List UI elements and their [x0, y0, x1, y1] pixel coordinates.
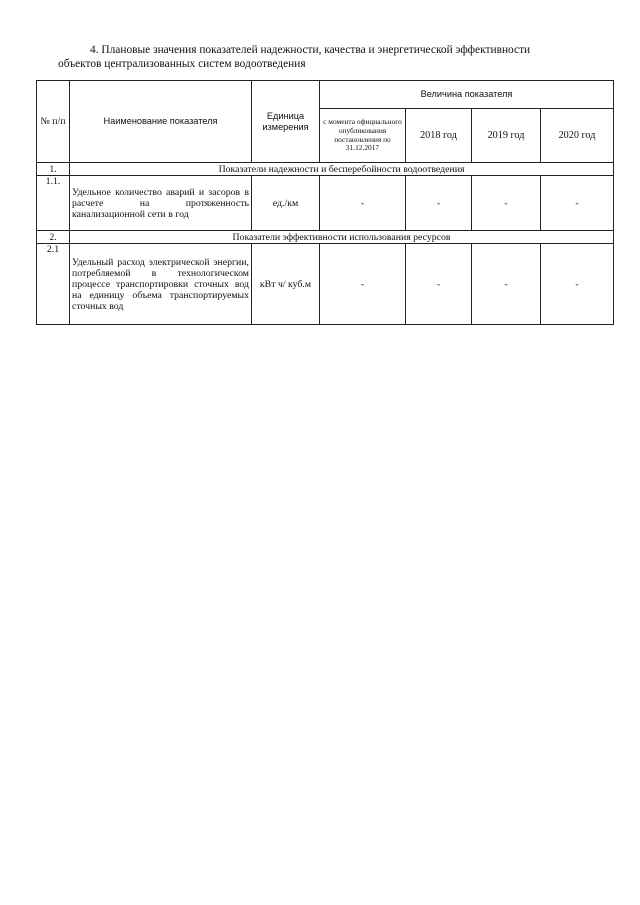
row-value-2018: - — [406, 176, 472, 231]
section-title: Показатели эффективности использования ресурсов — [70, 231, 614, 244]
header-year-2018: 2018 год — [406, 109, 472, 163]
row-value-2019: - — [472, 176, 541, 231]
row-value-2020: - — [541, 176, 614, 231]
table-row — [37, 244, 614, 325]
row-num: 1.1. — [37, 176, 70, 231]
header-year-2020: 2020 год — [541, 109, 614, 163]
row-value-baseline: - — [320, 244, 406, 325]
header-value-group: Величина показателя — [320, 81, 614, 109]
section-num: 1. — [37, 163, 70, 176]
heading-line-1: 4. Плановые значения показателей надежности, качества и энергетической эффективности — [90, 44, 531, 56]
header-baseline: с момента официального опубликования постановления по 31.12.2017 — [320, 109, 406, 163]
row-unit: кВт ч/ куб.м — [252, 244, 320, 325]
section-title: Показатели надежности и бесперебойности водоотведения — [70, 163, 614, 176]
header-unit: Единица измерения — [252, 81, 320, 163]
row-value-baseline: - — [320, 176, 406, 231]
section-row-efficiency — [37, 231, 614, 244]
section-num: 2. — [37, 231, 70, 244]
header-year-2019: 2019 год — [472, 109, 541, 163]
row-name: Удельный расход электрической энергии, потребляемой в технологическом процессе транспортировки сточных вод на единицу объема транспортируемых сточных вод — [70, 244, 252, 325]
row-unit: ед./км — [252, 176, 320, 231]
section-row-reliability — [37, 163, 614, 176]
row-value-2018: - — [406, 244, 472, 325]
row-value-2020: - — [541, 244, 614, 325]
table-row — [37, 176, 614, 231]
header-row-1 — [37, 81, 614, 109]
indicators-table — [36, 80, 614, 325]
row-value-2019: - — [472, 244, 541, 325]
row-name: Удельное количество аварий и засоров в расчете на протяженность канализационной сети в год — [70, 176, 252, 231]
header-num: № п/п — [37, 81, 70, 163]
row-num: 2.1 — [37, 244, 70, 325]
document-heading — [58, 43, 618, 71]
header-name: Наименование показателя — [70, 81, 252, 163]
heading-line-2: объектов централизованных систем водоотведения — [58, 58, 306, 70]
